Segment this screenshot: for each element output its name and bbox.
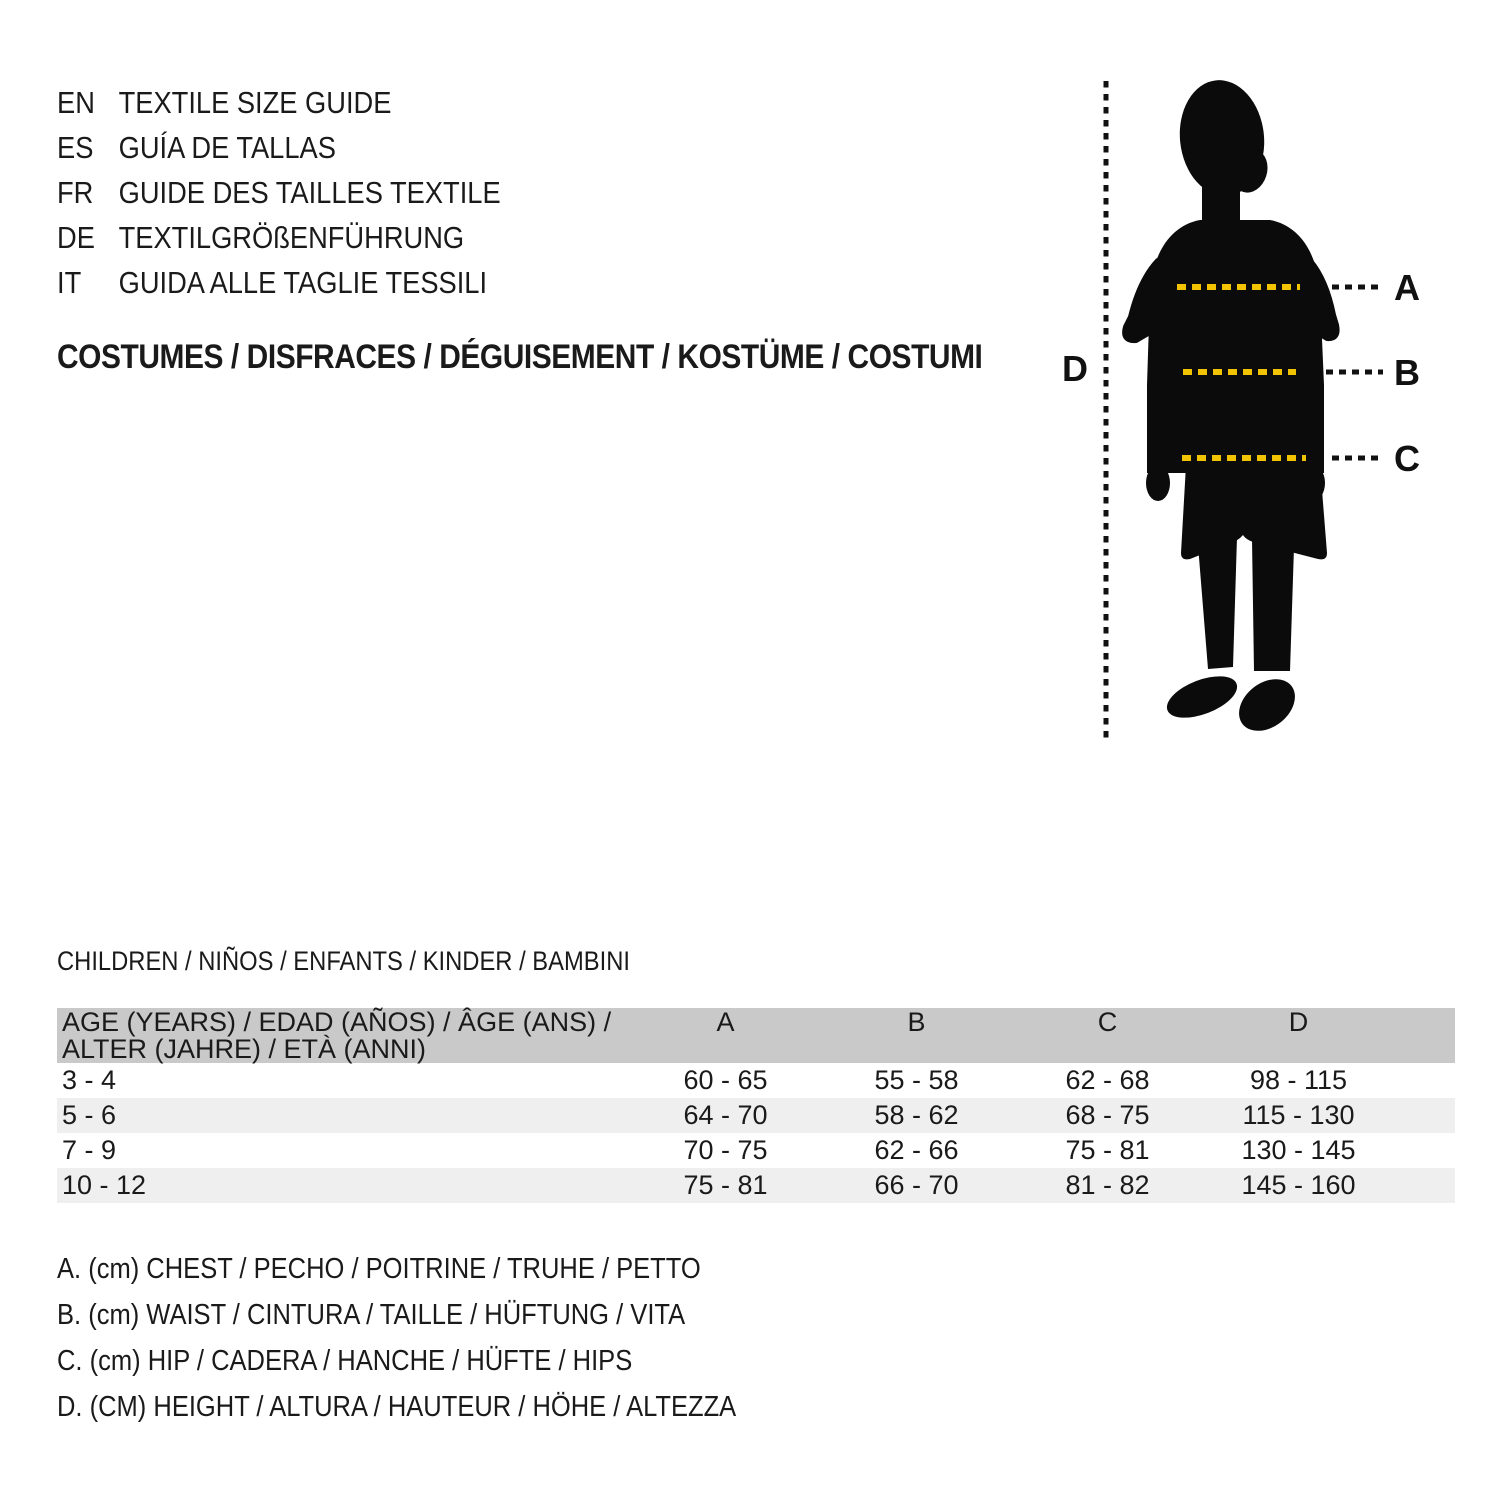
language-code: DE: [57, 219, 95, 255]
table-row: [57, 1098, 1455, 1133]
chest-cell: 70 - 75: [683, 1135, 768, 1165]
table-row: [57, 1168, 1455, 1203]
guide-title: GUIDA ALLE TAGLIE TESSILI: [118, 264, 488, 300]
legend-chest: A. (cm) CHEST / PECHO / POITRINE / TRUHE / PETTO: [57, 1253, 701, 1285]
category-title: COSTUMES / DISFRACES / DÉGUISEMENT / KOSTÜME / COSTUMI: [57, 338, 983, 376]
measurement-figure: [1060, 75, 1500, 745]
measurement-legend: [57, 1246, 736, 1430]
column-header-d: D: [1203, 1008, 1455, 1063]
height-cell: 145 - 160: [1241, 1170, 1356, 1200]
language-title-list: [57, 80, 501, 305]
table-row: [57, 1133, 1455, 1168]
waist-cell: 58 - 62: [874, 1100, 959, 1130]
table-title: CHILDREN / NIÑOS / ENFANTS / KINDER / BAMBINI: [57, 946, 630, 976]
language-code: EN: [57, 84, 95, 120]
list-item: [57, 215, 501, 260]
table-header-row: [57, 1008, 1455, 1063]
age-header-line2: ALTER (JAHRE) / ETÀ (ANNI): [62, 1034, 427, 1064]
marker-label-d: D: [1062, 348, 1088, 389]
legend-waist: B. (cm) WAIST / CINTURA / TAILLE / HÜFTUNG / VITA: [57, 1299, 686, 1331]
list-item: [57, 80, 501, 125]
waist-cell: 55 - 58: [874, 1065, 959, 1095]
hip-cell: 75 - 81: [1065, 1135, 1150, 1165]
age-cell: 5 - 6: [62, 1100, 117, 1130]
age-cell: 7 - 9: [62, 1135, 117, 1165]
age-column-header: [57, 1008, 630, 1063]
chest-cell: 75 - 81: [683, 1170, 768, 1200]
height-cell: 115 - 130: [1242, 1100, 1355, 1130]
guide-title: TEXTILE SIZE GUIDE: [118, 84, 392, 120]
column-header-a: A: [630, 1008, 821, 1063]
language-code: ES: [57, 129, 94, 165]
children-size-table: [57, 1008, 1455, 1203]
language-code: FR: [57, 174, 94, 210]
language-code: IT: [57, 264, 82, 300]
age-cell: 10 - 12: [62, 1170, 147, 1200]
legend-height: D. (CM) HEIGHT / ALTURA / HAUTEUR / HÖHE / ALTEZZA: [57, 1391, 737, 1423]
legend-hip: C. (cm) HIP / CADERA / HANCHE / HÜFTE / HIPS: [57, 1345, 633, 1377]
column-header-b: B: [821, 1008, 1012, 1063]
height-cell: 130 - 145: [1241, 1135, 1356, 1165]
list-item: [57, 170, 501, 215]
chest-cell: 64 - 70: [683, 1100, 768, 1130]
hip-cell: 62 - 68: [1065, 1065, 1150, 1095]
table-row: [57, 1063, 1455, 1098]
guide-title: GUIDE DES TAILLES TEXTILE: [118, 174, 501, 210]
list-item: [57, 260, 501, 305]
marker-label-c: C: [1394, 438, 1420, 479]
waist-cell: 62 - 66: [874, 1135, 959, 1165]
height-cell: 98 - 115: [1249, 1065, 1348, 1095]
age-cell: 3 - 4: [62, 1065, 117, 1095]
guide-title: GUÍA DE TALLAS: [118, 129, 336, 165]
child-silhouette-diagram: [1060, 75, 1500, 745]
waist-cell: 66 - 70: [874, 1170, 959, 1200]
guide-title: TEXTILGRÖßENFÜHRUNG: [118, 219, 465, 255]
child-silhouette: [1125, 76, 1336, 741]
age-header-line1: AGE (YEARS) / EDAD (AÑOS) / ÂGE (ANS) /: [62, 1007, 612, 1037]
marker-label-a: A: [1394, 267, 1420, 308]
chest-cell: 60 - 65: [683, 1065, 768, 1095]
marker-label-b: B: [1394, 352, 1420, 393]
hip-cell: 81 - 82: [1065, 1170, 1150, 1200]
column-header-c: C: [1012, 1008, 1203, 1063]
list-item: [57, 125, 501, 170]
hip-cell: 68 - 75: [1065, 1100, 1150, 1130]
